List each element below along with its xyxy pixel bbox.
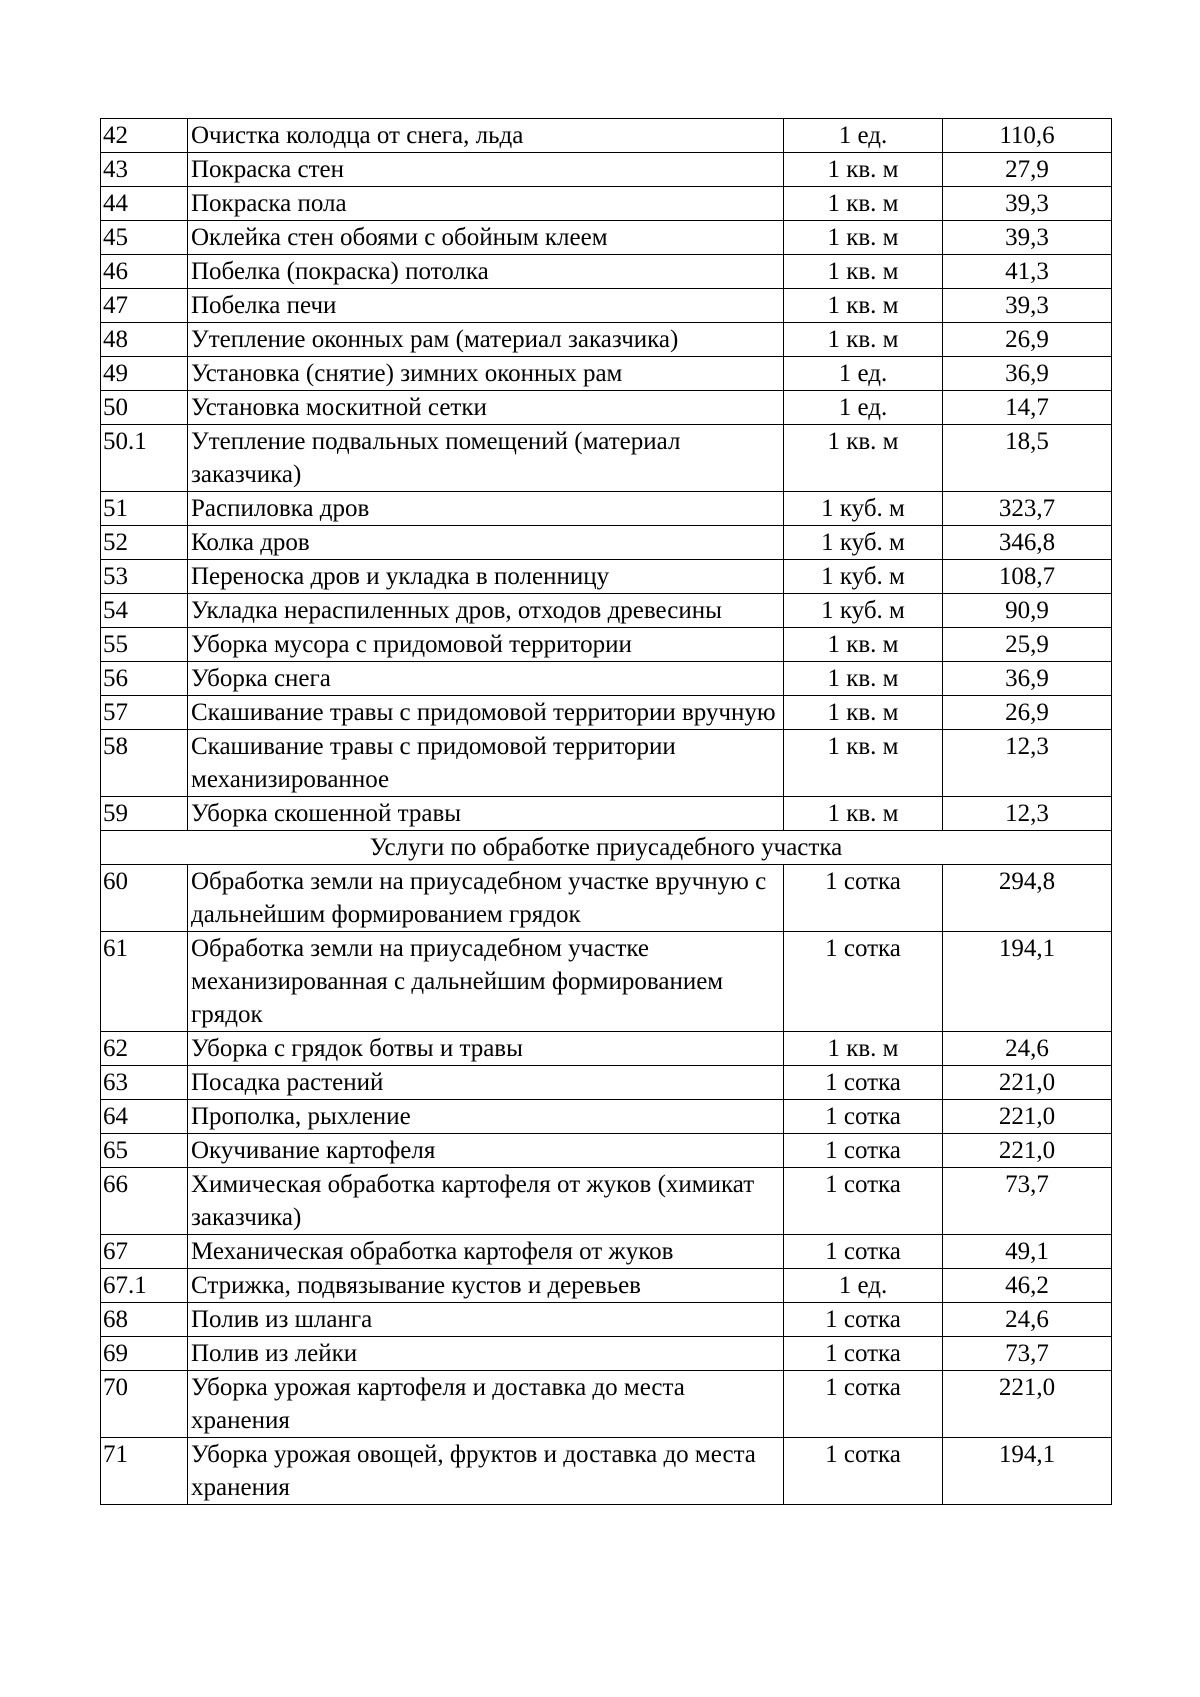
service-name-cell: Скашивание травы с придомовой территории вручную [188, 696, 784, 730]
row-number-cell: 64 [101, 1100, 188, 1134]
unit-cell: 1 сотка [784, 1066, 943, 1100]
service-name-cell: Покраска стен [188, 153, 784, 187]
unit-cell: 1 кв. м [784, 187, 943, 221]
price-cell: 26,9 [943, 323, 1112, 357]
table-row [101, 932, 1112, 1032]
row-number-cell: 46 [101, 255, 188, 289]
service-name-cell: Утепление подвальных помещений (материал заказчика) [188, 425, 784, 492]
unit-cell: 1 кв. м [784, 323, 943, 357]
table-row [101, 1235, 1112, 1269]
unit-cell: 1 кв. м [784, 255, 943, 289]
row-number-cell: 47 [101, 289, 188, 323]
table-row [101, 255, 1112, 289]
price-cell: 108,7 [943, 560, 1112, 594]
price-cell: 294,8 [943, 865, 1112, 932]
service-name-cell: Обработка земли на приусадебном участке механизированная с дальнейшим формированием грядок [188, 932, 784, 1032]
price-cell: 73,7 [943, 1168, 1112, 1235]
row-number-cell: 50 [101, 391, 188, 425]
row-number-cell: 60 [101, 865, 188, 932]
price-cell: 110,6 [943, 119, 1112, 153]
row-number-cell: 63 [101, 1066, 188, 1100]
row-number-cell: 70 [101, 1371, 188, 1438]
row-number-cell: 62 [101, 1032, 188, 1066]
section-title: Услуги по обработке приусадебного участка [101, 831, 1112, 865]
price-cell: 46,2 [943, 1269, 1112, 1303]
price-cell: 12,3 [943, 730, 1112, 797]
price-cell: 18,5 [943, 425, 1112, 492]
service-name-cell: Уборка скошенной травы [188, 797, 784, 831]
row-number-cell: 61 [101, 932, 188, 1032]
services-price-table [100, 118, 1112, 1505]
price-cell: 346,8 [943, 526, 1112, 560]
service-name-cell: Распиловка дров [188, 492, 784, 526]
service-name-cell: Оклейка стен обоями с обойным клеем [188, 221, 784, 255]
unit-cell: 1 ед. [784, 357, 943, 391]
unit-cell: 1 сотка [784, 1134, 943, 1168]
table-row [101, 1066, 1112, 1100]
table-row [101, 357, 1112, 391]
service-name-cell: Посадка растений [188, 1066, 784, 1100]
table-row [101, 696, 1112, 730]
row-number-cell: 65 [101, 1134, 188, 1168]
service-name-cell: Укладка нераспиленных дров, отходов древесины [188, 594, 784, 628]
service-name-cell: Уборка снега [188, 662, 784, 696]
price-cell: 221,0 [943, 1134, 1112, 1168]
unit-cell: 1 кв. м [784, 221, 943, 255]
unit-cell: 1 сотка [784, 1371, 943, 1438]
table-row [101, 221, 1112, 255]
price-cell: 221,0 [943, 1371, 1112, 1438]
unit-cell: 1 кв. м [784, 797, 943, 831]
table-row [101, 628, 1112, 662]
price-cell: 14,7 [943, 391, 1112, 425]
service-name-cell: Уборка с грядок ботвы и травы [188, 1032, 784, 1066]
row-number-cell: 59 [101, 797, 188, 831]
unit-cell: 1 кв. м [784, 1032, 943, 1066]
unit-cell: 1 сотка [784, 1438, 943, 1505]
price-cell: 26,9 [943, 696, 1112, 730]
service-name-cell: Механическая обработка картофеля от жуков [188, 1235, 784, 1269]
row-number-cell: 57 [101, 696, 188, 730]
service-name-cell: Очистка колодца от снега, льда [188, 119, 784, 153]
service-name-cell: Колка дров [188, 526, 784, 560]
row-number-cell: 52 [101, 526, 188, 560]
row-number-cell: 69 [101, 1337, 188, 1371]
unit-cell: 1 сотка [784, 1100, 943, 1134]
price-cell: 41,3 [943, 255, 1112, 289]
row-number-cell: 44 [101, 187, 188, 221]
table-row [101, 1134, 1112, 1168]
row-number-cell: 66 [101, 1168, 188, 1235]
service-name-cell: Стрижка, подвязывание кустов и деревьев [188, 1269, 784, 1303]
unit-cell: 1 куб. м [784, 594, 943, 628]
table-row [101, 730, 1112, 797]
price-cell: 39,3 [943, 289, 1112, 323]
service-name-cell: Установка (снятие) зимних оконных рам [188, 357, 784, 391]
price-cell: 323,7 [943, 492, 1112, 526]
unit-cell: 1 куб. м [784, 560, 943, 594]
service-name-cell: Химическая обработка картофеля от жуков (химикат заказчика) [188, 1168, 784, 1235]
unit-cell: 1 кв. м [784, 425, 943, 492]
unit-cell: 1 сотка [784, 1168, 943, 1235]
price-cell: 27,9 [943, 153, 1112, 187]
service-name-cell: Прополка, рыхление [188, 1100, 784, 1134]
unit-cell: 1 сотка [784, 1235, 943, 1269]
row-number-cell: 53 [101, 560, 188, 594]
price-cell: 39,3 [943, 221, 1112, 255]
table-row [101, 1168, 1112, 1235]
service-name-cell: Побелка (покраска) потолка [188, 255, 784, 289]
unit-cell: 1 кв. м [784, 696, 943, 730]
unit-cell: 1 сотка [784, 1303, 943, 1337]
row-number-cell: 71 [101, 1438, 188, 1505]
service-name-cell: Утепление оконных рам (материал заказчика) [188, 323, 784, 357]
row-number-cell: 48 [101, 323, 188, 357]
table-row [101, 391, 1112, 425]
row-number-cell: 43 [101, 153, 188, 187]
price-cell: 12,3 [943, 797, 1112, 831]
price-cell: 36,9 [943, 662, 1112, 696]
service-name-cell: Обработка земли на приусадебном участке вручную с дальнейшим формированием грядок [188, 865, 784, 932]
service-name-cell: Уборка мусора с придомовой территории [188, 628, 784, 662]
unit-cell: 1 кв. м [784, 628, 943, 662]
unit-cell: 1 ед. [784, 391, 943, 425]
table-row [101, 662, 1112, 696]
service-name-cell: Скашивание травы с придомовой территории механизированное [188, 730, 784, 797]
service-name-cell: Покраска пола [188, 187, 784, 221]
row-number-cell: 68 [101, 1303, 188, 1337]
price-cell: 90,9 [943, 594, 1112, 628]
table-row [101, 594, 1112, 628]
price-cell: 36,9 [943, 357, 1112, 391]
row-number-cell: 51 [101, 492, 188, 526]
table-row [101, 865, 1112, 932]
row-number-cell: 58 [101, 730, 188, 797]
table-row [101, 119, 1112, 153]
row-number-cell: 42 [101, 119, 188, 153]
unit-cell: 1 сотка [784, 932, 943, 1032]
price-cell: 25,9 [943, 628, 1112, 662]
row-number-cell: 55 [101, 628, 188, 662]
row-number-cell: 56 [101, 662, 188, 696]
price-cell: 24,6 [943, 1303, 1112, 1337]
unit-cell: 1 ед. [784, 119, 943, 153]
unit-cell: 1 кв. м [784, 153, 943, 187]
price-table-body [101, 119, 1112, 1505]
table-row [101, 526, 1112, 560]
row-number-cell: 49 [101, 357, 188, 391]
price-cell: 221,0 [943, 1100, 1112, 1134]
service-name-cell: Установка москитной сетки [188, 391, 784, 425]
table-row [101, 187, 1112, 221]
unit-cell: 1 кв. м [784, 730, 943, 797]
service-name-cell: Полив из шланга [188, 1303, 784, 1337]
price-cell: 24,6 [943, 1032, 1112, 1066]
table-row [101, 1032, 1112, 1066]
table-row [101, 289, 1112, 323]
price-cell: 221,0 [943, 1066, 1112, 1100]
table-row [101, 153, 1112, 187]
unit-cell: 1 сотка [784, 865, 943, 932]
price-cell: 73,7 [943, 1337, 1112, 1371]
table-row [101, 1303, 1112, 1337]
row-number-cell: 67 [101, 1235, 188, 1269]
row-number-cell: 50.1 [101, 425, 188, 492]
price-cell: 194,1 [943, 932, 1112, 1032]
unit-cell: 1 кв. м [784, 662, 943, 696]
price-cell: 49,1 [943, 1235, 1112, 1269]
unit-cell: 1 ед. [784, 1269, 943, 1303]
row-number-cell: 45 [101, 221, 188, 255]
unit-cell: 1 куб. м [784, 526, 943, 560]
price-cell: 39,3 [943, 187, 1112, 221]
table-row [101, 797, 1112, 831]
unit-cell: 1 куб. м [784, 492, 943, 526]
service-name-cell: Окучивание картофеля [188, 1134, 784, 1168]
service-name-cell: Побелка печи [188, 289, 784, 323]
table-row [101, 560, 1112, 594]
row-number-cell: 54 [101, 594, 188, 628]
table-row [101, 1371, 1112, 1438]
section-header-row [101, 831, 1112, 865]
unit-cell: 1 кв. м [784, 289, 943, 323]
service-name-cell: Уборка урожая картофеля и доставка до места хранения [188, 1371, 784, 1438]
service-name-cell: Уборка урожая овощей, фруктов и доставка до места хранения [188, 1438, 784, 1505]
table-row [101, 1100, 1112, 1134]
table-row [101, 1269, 1112, 1303]
table-row [101, 1438, 1112, 1505]
service-name-cell: Полив из лейки [188, 1337, 784, 1371]
table-row [101, 323, 1112, 357]
table-row [101, 1337, 1112, 1371]
service-name-cell: Переноска дров и укладка в поленницу [188, 560, 784, 594]
row-number-cell: 67.1 [101, 1269, 188, 1303]
table-row [101, 492, 1112, 526]
price-cell: 194,1 [943, 1438, 1112, 1505]
table-row [101, 425, 1112, 492]
unit-cell: 1 сотка [784, 1337, 943, 1371]
